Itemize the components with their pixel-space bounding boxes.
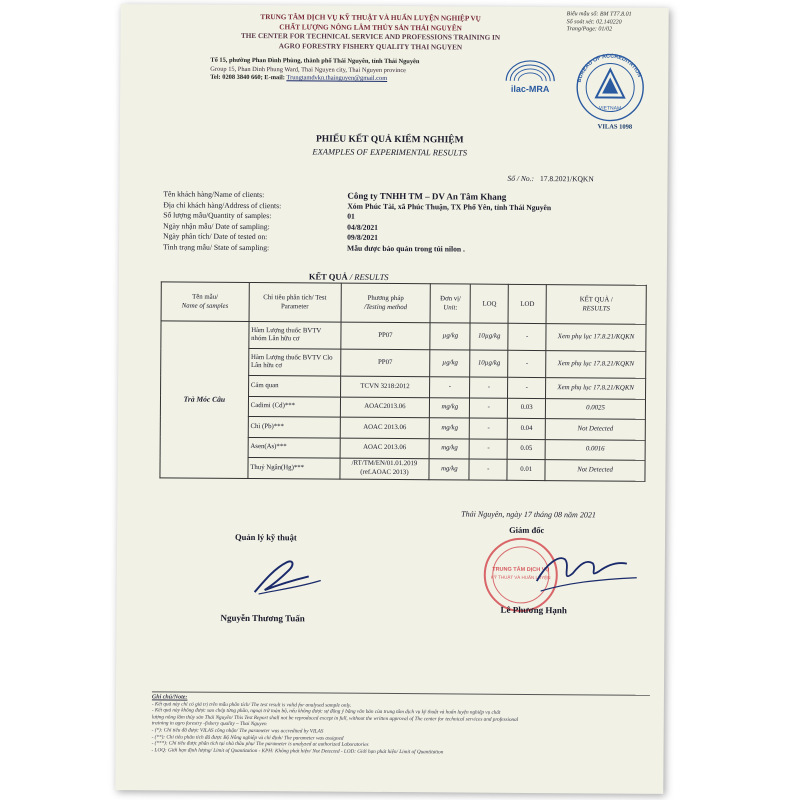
stamp-text: TRUNG TÂM DỊCH VỤ <box>492 566 550 574</box>
header-loq: LOQ <box>470 284 508 323</box>
method-cell: AOAC 2013.06 <box>340 438 430 459</box>
header-result: KẾT QUẢ / RESULTS <box>546 285 646 325</box>
result-cell: Not Detected <box>545 460 645 481</box>
organization-address <box>210 57 540 85</box>
result-cell: Not Detected <box>545 419 645 440</box>
info-label: Tình trạng mẫu/ State of sampling: <box>163 242 270 253</box>
document-title: PHIẾU KẾT QUẢ KIỂM NGHIỆM <box>315 134 464 146</box>
results-title: KẾT QUẢ / RESULTS <box>308 271 389 282</box>
note-line: lượng nông lâm thủy sản Thái Nguyên/ This Test Report shall not be reproduced except in full, without the written approval of The center for technical services and professional <box>151 714 519 723</box>
method-cell: PP07 <box>340 349 430 377</box>
loq-cell: - <box>470 418 508 439</box>
note-line: - LOQ: Giới hạn định lượng/ Limit of Quantitation - KPH: Không phát hiện/ Not Detected - LOD: Giới hạn phát hiện/ Limit of Quantitation <box>151 747 444 756</box>
form-code-line2: Số soát xét: 02.140220 <box>566 18 622 26</box>
note-line: - (*): Chỉ tiêu đã được VILAS công nhận/ The parameter was accredited by VILAS <box>151 727 324 735</box>
address-en: Group 15, Phan Dinh Phung Ward, Thai Nguyen city, Thai Nguyen province <box>210 65 407 74</box>
parameter-cell: Thuỷ Ngân(Hg)*** <box>248 457 340 478</box>
result-document <box>115 4 668 794</box>
issue-date: Thái Nguyên, ngày 17 tháng 08 năm 2021 <box>461 509 596 520</box>
note-line: - (**): Chỉ tiêu phân tích đã được Bộ Nông nghiệp và chỉ định/ The parameter was assigned <box>151 733 344 742</box>
results-table <box>159 281 646 481</box>
info-label: Tên khách hàng/Name of clients: <box>163 189 265 200</box>
org-name-en-line2: AGRO FORESTRY FISHERY QUALITY THAI NGUYEN <box>278 41 463 51</box>
note-line: - (***): Chỉ tiêu được phân tích tại nhà thầu phụ/ The parameter is analyzed at authorized Laboratories <box>151 740 369 749</box>
ilac-mra-logo-icon <box>498 59 562 103</box>
info-value: 09/8/2021 <box>347 233 378 243</box>
note-line: training in agro forestry -fishery quality – Thai Nguyen <box>151 720 267 728</box>
info-value: 01 <box>347 211 355 221</box>
form-code-line3: Trang/Page: 01/02 <box>566 26 613 33</box>
method-cell: AOAC 2013.06 <box>340 417 430 438</box>
director-title: Giám đốc <box>509 524 545 536</box>
telephone: Tel: 0208 3840 660; E-mail: <box>210 73 285 82</box>
note-line: - Kết quả này không được sao chép từng phần, ngoại trừ toàn bộ, nếu không được sự đồng ý bằng văn bản của trung tâm dịch vụ kỹ thuật và huấn luyện nghiệp vụ chất <box>151 707 501 716</box>
info-label: Ngày nhận mẫu/ Date of sampling: <box>163 221 270 231</box>
sample-name-cell: Trà Móc Câu <box>160 321 249 478</box>
email-link[interactable]: Trungtamdvkn.thainguyen@gmail.com <box>286 74 388 82</box>
unit-cell: µg/kg <box>430 350 470 377</box>
lod-cell: - <box>508 350 546 377</box>
result-cell: Xem phụ lục 17.8.21/KQKN <box>546 324 646 352</box>
info-label: Số lượng mẫu/Quantity of samples: <box>163 210 272 221</box>
info-label: Địa chỉ khách hàng/Address of clients: <box>163 199 282 210</box>
table-header-row <box>161 282 646 324</box>
loq-cell: - <box>470 398 508 419</box>
result-cell: 0.0016 <box>545 439 645 460</box>
unit-cell: mg/kg <box>430 438 470 459</box>
parameter-cell: Chì (Pb)*** <box>248 416 340 437</box>
parameter-cell: Asen(As)*** <box>248 437 340 458</box>
technical-manager-name: Nguyễn Thương Tuấn <box>220 612 305 624</box>
vilas-code: VILAS 1098 <box>597 123 633 131</box>
lod-cell: - <box>508 323 546 350</box>
form-code <box>567 11 663 34</box>
vilas-accreditation-logo-icon <box>568 51 653 124</box>
table-row <box>161 321 646 351</box>
header-method: Phương pháp /Testing method <box>341 283 431 323</box>
org-name-vi-line2: CHẤT LƯỢNG NÔNG LÂM THỦY SẢN THÁI NGUYÊN <box>279 22 462 32</box>
result-cell: Xem phụ lục 17.8.21/KQKN <box>546 351 646 379</box>
unit-cell: - <box>430 377 470 398</box>
ilac-text: ilac-MRA <box>510 83 550 95</box>
client-info <box>163 189 643 256</box>
vilas-ring-text: BUREAU OF ACCREDITATION <box>576 53 643 84</box>
org-name-vi-line1: TRUNG TÂM DỊCH VỤ KỸ THUẬT VÀ HUẤN LUYỆN NGHIỆP VỤ <box>260 13 481 23</box>
director-signature-stamp-icon <box>477 533 648 614</box>
header-parameter: Chỉ tiêu phân tích/ Test Parameter <box>249 282 341 322</box>
info-row <box>163 242 643 256</box>
method-cell: TCVN 3218:2012 <box>340 376 430 397</box>
address-vi: Tổ 15, phường Phan Đình Phùng, thành phố Thái Nguyên, tỉnh Thái Nguyên <box>210 56 420 66</box>
stamp-text-2: KỸ THUẬT VÀ HUẤN LUYỆN <box>490 574 551 581</box>
info-value: Mẫu được bảo quản trong túi nilon . <box>347 243 466 254</box>
unit-cell: mg/kg <box>430 397 470 418</box>
header-lod: LOD <box>508 284 546 323</box>
header-sample: Tên mẫu/ Name of samples <box>161 282 249 322</box>
notes-heading: Ghi chú/Note: <box>151 694 188 701</box>
lod-cell: 0.03 <box>508 398 546 419</box>
lod-cell: 0.04 <box>508 418 546 439</box>
notes-section <box>152 694 650 757</box>
director-name: Lê Phương Hạnh <box>500 604 567 616</box>
info-value: Công ty TNHH TM – DV An Tâm Khang <box>347 190 507 202</box>
document-subtitle: EXAMPLES OF EXPERIMENTAL RESULTS <box>312 146 468 158</box>
vilas-country: VIETNAM <box>598 105 622 112</box>
header-unit: Đơn vị/ Unit: <box>430 284 470 323</box>
info-value: Xóm Phúc Tài, xã Phúc Thuận, TX Phổ Yên, tỉnh Thái Nguyên <box>347 201 552 212</box>
unit-cell: µg/kg <box>430 323 470 350</box>
unit-cell: mg/kg <box>429 459 469 480</box>
lod-cell: - <box>508 377 546 398</box>
info-label: Ngày phân tích/ Date of tested on: <box>163 231 268 242</box>
loq-cell: - <box>470 377 508 398</box>
organization-header <box>160 12 580 53</box>
unit-cell: mg/kg <box>430 418 470 439</box>
note-line: - Kết quả này chỉ có giá trị trên mẫu phân tích/ The test result is valid for analysed sample only. <box>151 700 352 709</box>
lod-cell: 0.05 <box>507 439 545 460</box>
method-cell: /RT/TM/EN/01.01.2019 (ref.AOAC 2013) <box>339 458 429 479</box>
form-code-line1: Biểu mẫu số: BM TT7.8.01 <box>566 11 632 18</box>
loq-cell: 10µg/kg <box>470 323 508 350</box>
technical-manager-signature-icon <box>235 550 335 606</box>
parameter-cell: Hàm Lượng thuốc BVTV nhóm Lân hữu cơ <box>249 321 341 349</box>
loq-cell: - <box>469 439 507 460</box>
result-cell: Xem phụ lục 17.8.21/KQKN <box>546 378 646 399</box>
parameter-cell: Cadimi (Cd)*** <box>248 396 340 417</box>
document-number <box>508 174 594 184</box>
method-cell: AOAC2013.06 <box>340 397 430 418</box>
org-name-en-line1: THE CENTER FOR TECHNICAL SERVICE AND PROFESSIONS TRAINING IN <box>240 31 501 42</box>
technical-manager-title: Quản lý kỹ thuật <box>234 531 297 543</box>
loq-cell: 10µg/kg <box>470 350 508 377</box>
lod-cell: 0.01 <box>507 459 545 480</box>
loq-cell: - <box>469 459 507 480</box>
method-cell: PP07 <box>340 322 430 350</box>
doc-no-label: Số / No.: <box>507 173 535 183</box>
doc-no-value: 17.8.2021/KQKN <box>539 174 594 184</box>
result-cell: 0.0025 <box>546 398 646 419</box>
info-value: 04/8/2021 <box>347 222 379 232</box>
parameter-cell: Hàm Lượng thuốc BVTV Clo Lân hữu cơ <box>248 348 340 376</box>
parameter-cell: Cảm quan <box>248 375 340 396</box>
